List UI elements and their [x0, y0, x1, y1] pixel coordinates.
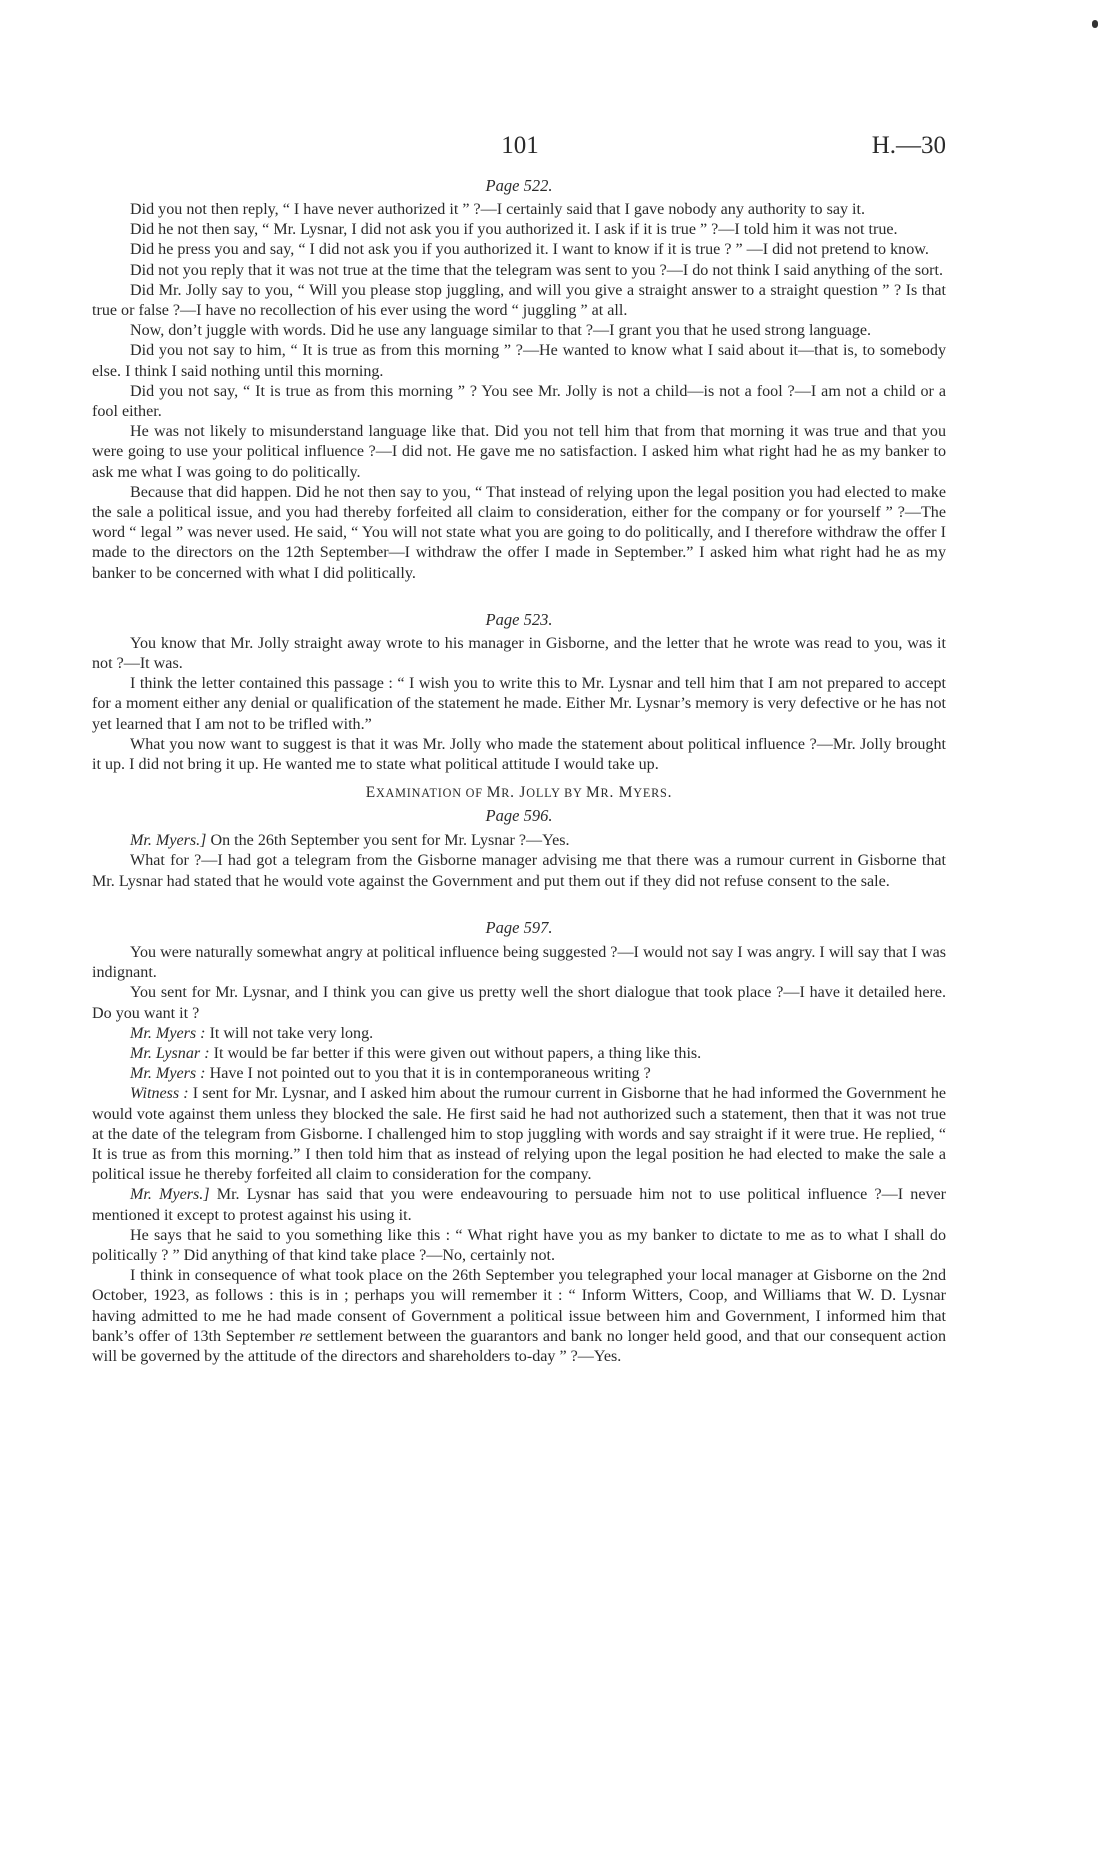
- section-heading-page-597: Page 597.: [485, 917, 553, 937]
- scan-speck: [1092, 20, 1098, 28]
- speaker-label: Witness :: [130, 1085, 189, 1103]
- paragraph: I think in consequence of what took place on the 26th September you telegraphed your local manager at Gisborne on the 2nd October, 1923, as follows : this is in ; perhaps you will remember it : “ Inform Witters, Coop, and Williams that W. D. Lysnar having admitted to me he had made consent of Government a political issue between him and Government, I informed him that bank’s offer of 13th September re settlement between the guarantors and bank no longer held good, and that our consequent action will be governed by the attitude of the directors and shareholders to-day ” ?—Yes.: [92, 1267, 946, 1365]
- speaker-label: Mr. Lysnar :: [130, 1044, 210, 1062]
- speech-line: Mr. Lysnar : It would be far better if this were given out without papers, a thing like this.: [130, 1044, 702, 1062]
- paragraph: Did he not then say, “ Mr. Lysnar, I did not ask you if you authorized it. I ask if it is true ” ?—I told him it was not true.: [130, 221, 898, 239]
- paragraph: Did he press you and say, “ I did not ask you if you authorized it. I want to know if it is true ? ” —I did not pretend to know.: [130, 241, 929, 259]
- document-reference: H.—30: [871, 132, 946, 159]
- paragraph: Now, don’t juggle with words. Did he use any language similar to that ?—I grant you that he used strong language.: [130, 322, 872, 340]
- paragraph: Did you not say to him, “ It is true as from this morning ” ?—He wanted to know what I said about it—that is, to somebody else. I think I said nothing until this morning.: [92, 342, 946, 380]
- paragraph: Mr. Myers.] On the 26th September you sent for Mr. Lysnar ?—Yes.: [130, 832, 570, 850]
- section-heading-page-523: Page 523.: [485, 609, 553, 629]
- witness-statement: Witness : I sent for Mr. Lysnar, and I asked him about the rumour current in Gisborne that he had informed the Government he would vote against them unless they blocked the sale. He first said he had not authorized such a statement, then that it was not true at the date of the telegram from Gisborne. I challenged him to stop juggling with words and say straight if it were true. He replied, “ It is true as from this morning.” I then told him that as instead of relying upon the legal position he had elected to make the sale a political issue he thereby forfeited all claim to consideration for the company.: [92, 1085, 947, 1184]
- speaker-label: Mr. Myers :: [130, 1065, 206, 1083]
- speaker-label: Mr. Myers.]: [130, 1186, 210, 1204]
- paragraph: You know that Mr. Jolly straight away wrote to his manager in Gisborne, and the letter that he wrote was read to you, was it not ?—It was.: [92, 634, 946, 673]
- examination-heading: EXAMINATION OF MR. JOLLY BY MR. MYERS.: [365, 784, 673, 802]
- speaker-label: Mr. Myers :: [130, 1024, 206, 1042]
- paragraph: Because that did happen. Did he not then say to you, “ That instead of relying upon the legal position you had elected to make the sale a political issue, and you had thereby forfeited all claim to consideration, either for the company or for yourself ” ?—The word “ legal ” was never used. He said, “ You will not state what you are going to do politically, and I therefore withdraw the offer I made to the directors on the 12th September—I withdraw the offer I made in September.” I asked him what right had he as my banker to be concerned with what I did politically.: [92, 483, 946, 582]
- paragraph: What for ?—I had got a telegram from the Gisborne manager advising me that there was a rumour current in Gisborne that Mr. Lysnar had stated that he would vote against the Government and put them out if they did not refuse consent to the sale.: [92, 852, 946, 890]
- paragraph: You sent for Mr. Lysnar, and I think you can give us pretty well the short dialogue that took place ?—I have it detailed here. Do you want it ?: [92, 984, 946, 1022]
- paragraph: Did you not then reply, “ I have never authorized it ” ?—I certainly said that I gave nobody any authority to say it.: [130, 201, 866, 218]
- speaker-label: Mr. Myers.]: [130, 832, 207, 850]
- paragraph: Did not you reply that it was not true at the time that the telegram was sent to you ?—I do not think I said anything of the sort.: [130, 261, 944, 279]
- speech-line: Mr. Myers : Have I not pointed out to you that it is in contemporaneous writing ?: [130, 1065, 651, 1083]
- paragraph: You were naturally somewhat angry at political influence being suggested ?—I would not say I was angry. I will say that I was indignant.: [92, 943, 946, 982]
- paragraph: Did Mr. Jolly say to you, “ Will you please stop juggling, and will you give a straight answer to a straight question ” ? Is that true or false ?—I have no recollection of his ever using the word “ juggling ” at all.: [92, 281, 946, 320]
- paragraph: He was not likely to misunderstand language like that. Did you not tell him that from that morning it was true and that you were going to use your political influence ?—I did not. He gave me no satisfaction. I asked him what right had he as my banker to ask me what I was going to do politically.: [92, 423, 946, 481]
- paragraph: I think the letter contained this passage : “ I wish you to write this to Mr. Lysnar and tell him that I am not prepared to accept for a moment either any denial or qualification of the statement he made. Either Mr. Lysnar’s memory is very defective or he has not yet learned that I am not to be trifled with.”: [92, 675, 946, 733]
- section-heading-page-596: Page 596.: [485, 806, 553, 826]
- paragraph: Did you not say, “ It is true as from this morning ” ? You see Mr. Jolly is not a child—is not a fool ?—I am not a child or a fool either.: [92, 382, 946, 421]
- paragraph: He says that he said to you something like this : “ What right have you as my banker to dictate to me as to what I shall do politically ? ” Did anything of that kind take place ?—No, certainly not.: [92, 1226, 946, 1264]
- section-heading-page-522: Page 522.: [485, 176, 553, 195]
- paragraph: What you now want to suggest is that it was Mr. Jolly who made the statement about political influence ?—Mr. Jolly brought it up. I did not bring it up. He wanted me to state what political attitude I would take up.: [92, 735, 946, 774]
- document-body: [92, 176, 946, 1367]
- page-number: 101: [501, 132, 539, 159]
- speech-line: Mr. Myers : It will not take very long.: [130, 1024, 374, 1042]
- paragraph: Mr. Myers.] Mr. Lysnar has said that you were endeavouring to persuade him not to use political influence ?—I never mentioned it except to protest against his using it.: [92, 1186, 947, 1224]
